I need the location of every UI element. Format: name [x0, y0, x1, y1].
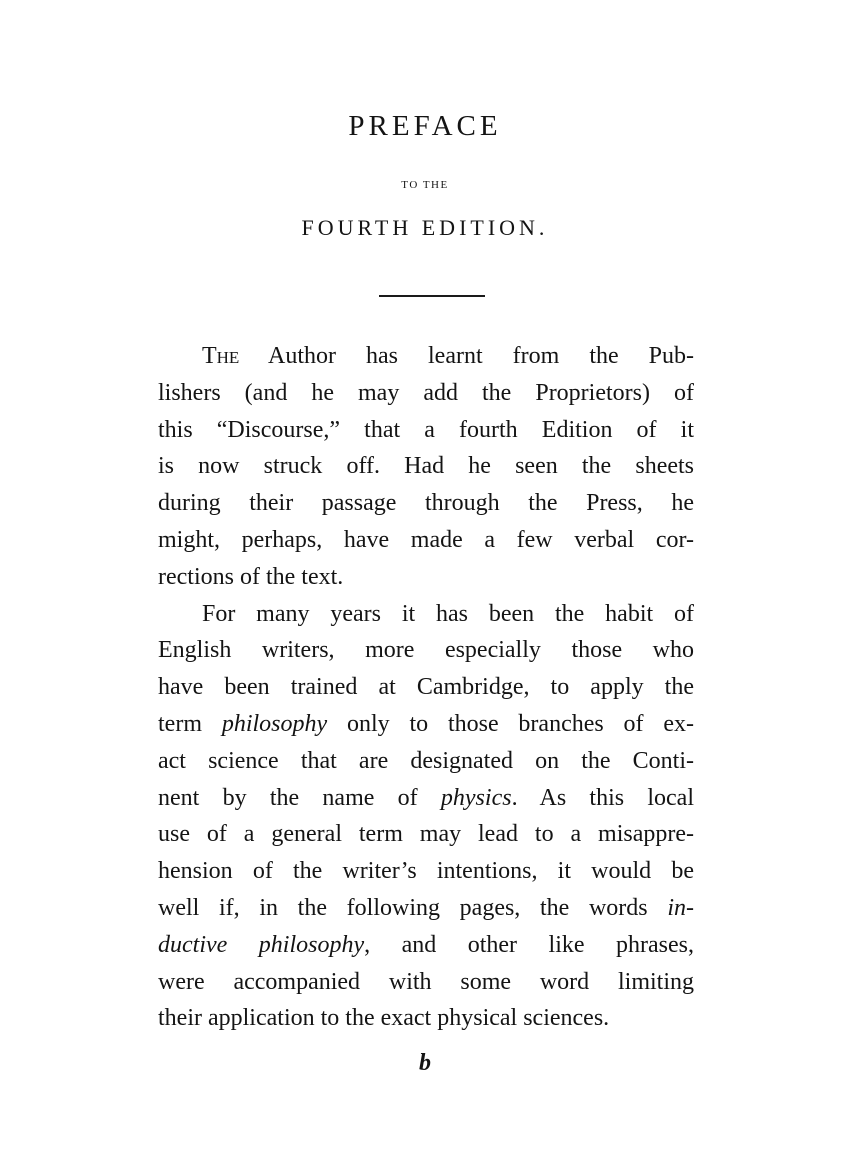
text-line [158, 338, 694, 375]
text-line [158, 412, 694, 449]
text-line [158, 485, 694, 522]
small-caps-word: The [202, 343, 240, 369]
text-segment: only to those branches of ex- [327, 710, 695, 737]
preface-title: PREFACE [348, 110, 502, 142]
text-line [158, 1000, 694, 1037]
text-segment: nent by the name of [158, 784, 441, 811]
text-segment: have been trained at Cambridge, to apply the [158, 674, 694, 701]
text-segment: were accompanied with some word limiting [158, 968, 694, 995]
title-rule [379, 295, 485, 297]
paragraph [158, 596, 694, 1038]
text-segment: English writers, more especially those who [158, 637, 694, 664]
text-line [158, 964, 694, 1001]
text-segment: lishers (and he may add the Proprietors) of [158, 379, 694, 406]
edition-heading: FOURTH EDITION. [301, 215, 549, 240]
italic-term: philosophy [221, 710, 328, 737]
text-segment: their application to the exact physical sciences. [158, 1005, 610, 1032]
text-line [158, 375, 694, 412]
text-line [158, 706, 694, 743]
preface-body [158, 338, 694, 1037]
text-segment: use of a general term may lead to a misappre- [158, 821, 694, 848]
text-line [158, 522, 694, 559]
text-segment: is now struck off. Had he seen the sheets [158, 453, 694, 480]
text-segment: act science that are designated on the Conti- [158, 747, 694, 774]
text-line [158, 816, 694, 853]
italic-term: physics [440, 784, 512, 811]
text-segment: hension of the writer’s intentions, it would be [158, 858, 694, 885]
text-line [158, 743, 694, 780]
text-segment: this “Discourse,” that a fourth Edition of it [158, 416, 694, 443]
text-line [158, 890, 694, 927]
text-segment: , and other like phrases, [364, 931, 694, 958]
text-line [158, 780, 694, 817]
text-line [158, 669, 694, 706]
text-segment: rections of the text. [158, 563, 344, 590]
italic-term: ductive philosophy [158, 931, 365, 958]
paragraph [158, 338, 694, 596]
text-segment: term [158, 710, 222, 737]
preface-subtitle: TO THE [401, 179, 449, 191]
text-line [158, 559, 694, 596]
text-line [158, 632, 694, 669]
text-line [158, 853, 694, 890]
signature-mark: b [419, 1050, 431, 1076]
text-segment: . As this local [511, 784, 694, 811]
text-line [158, 927, 694, 964]
text-segment: might, perhaps, have made a few verbal cor- [158, 526, 694, 553]
text-segment: during their passage through the Press, he [158, 490, 694, 517]
italic-term: in- [667, 894, 694, 921]
text-segment: well if, in the following pages, the words [158, 894, 668, 921]
text-segment: Author has learnt from the Pub- [239, 343, 694, 369]
text-segment: For many years it has been the habit of [202, 600, 694, 627]
text-line [158, 596, 694, 633]
text-line [158, 448, 694, 485]
